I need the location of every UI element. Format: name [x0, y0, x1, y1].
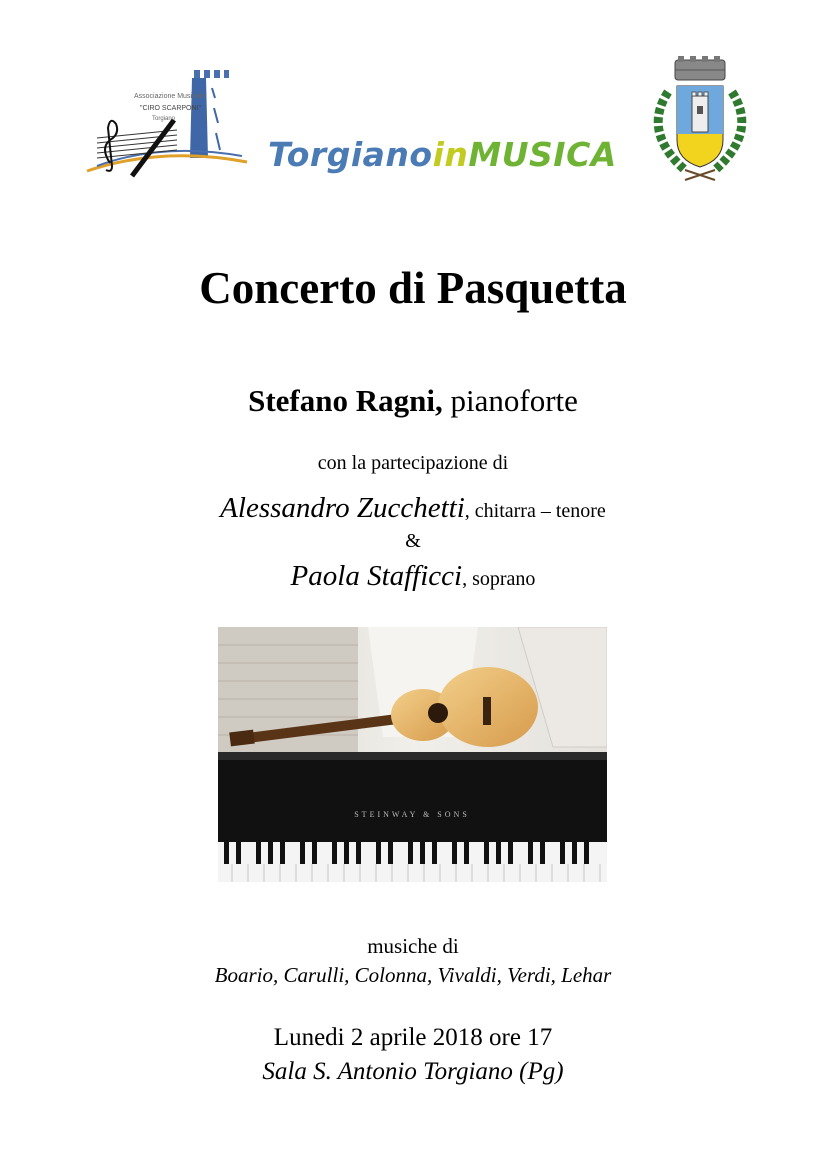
performer-line: [0, 383, 826, 419]
performer-name: Stefano Ragni,: [248, 383, 443, 418]
guest-line-1: [0, 492, 826, 525]
guest-role-1: , chitarra – tenore: [464, 500, 606, 522]
music-intro: musiche di: [367, 934, 459, 958]
guest-name-1: Alessandro Zucchetti: [220, 492, 465, 524]
brand-wordmark: [268, 135, 617, 174]
association-line2: "CIRO SCARPONI": [140, 105, 201, 112]
concert-title: Concerto di Pasquetta: [199, 263, 627, 313]
brand-part-in: in: [432, 135, 469, 174]
guitar-piano-illustration: [218, 627, 607, 882]
piano-brand-text: STEINWAY & SONS: [354, 810, 470, 819]
event-date: Lunedi 2 aprile 2018 ore 17: [273, 1024, 553, 1051]
association-line1: Associazione Musicale: [134, 93, 205, 100]
event-venue: Sala S. Antonio Torgiano (Pg): [262, 1058, 564, 1085]
guitar-piano-photo: [218, 627, 607, 882]
participation-label: con la partecipazione di: [317, 452, 509, 474]
guest-line-2: [0, 560, 826, 593]
association-logo: [82, 58, 252, 183]
brand-part-torgiano: Torgiano: [268, 135, 433, 174]
coat-of-arms-logo: [640, 52, 760, 187]
guest-name-2: Paola Stafficci: [290, 560, 463, 592]
association-line3: Torgiano: [152, 116, 176, 122]
performer-instrument: pianoforte: [442, 383, 578, 418]
guest-role-2: , soprano: [462, 568, 536, 590]
ampersand: &: [405, 530, 421, 552]
composers-list: Boario, Carulli, Colonna, Vivaldi, Verdi, Lehar: [214, 963, 612, 987]
coat-of-arms-graphic: [640, 52, 760, 187]
association-logo-graphic: [82, 58, 252, 183]
brand-part-musica: MUSICA: [468, 135, 617, 174]
